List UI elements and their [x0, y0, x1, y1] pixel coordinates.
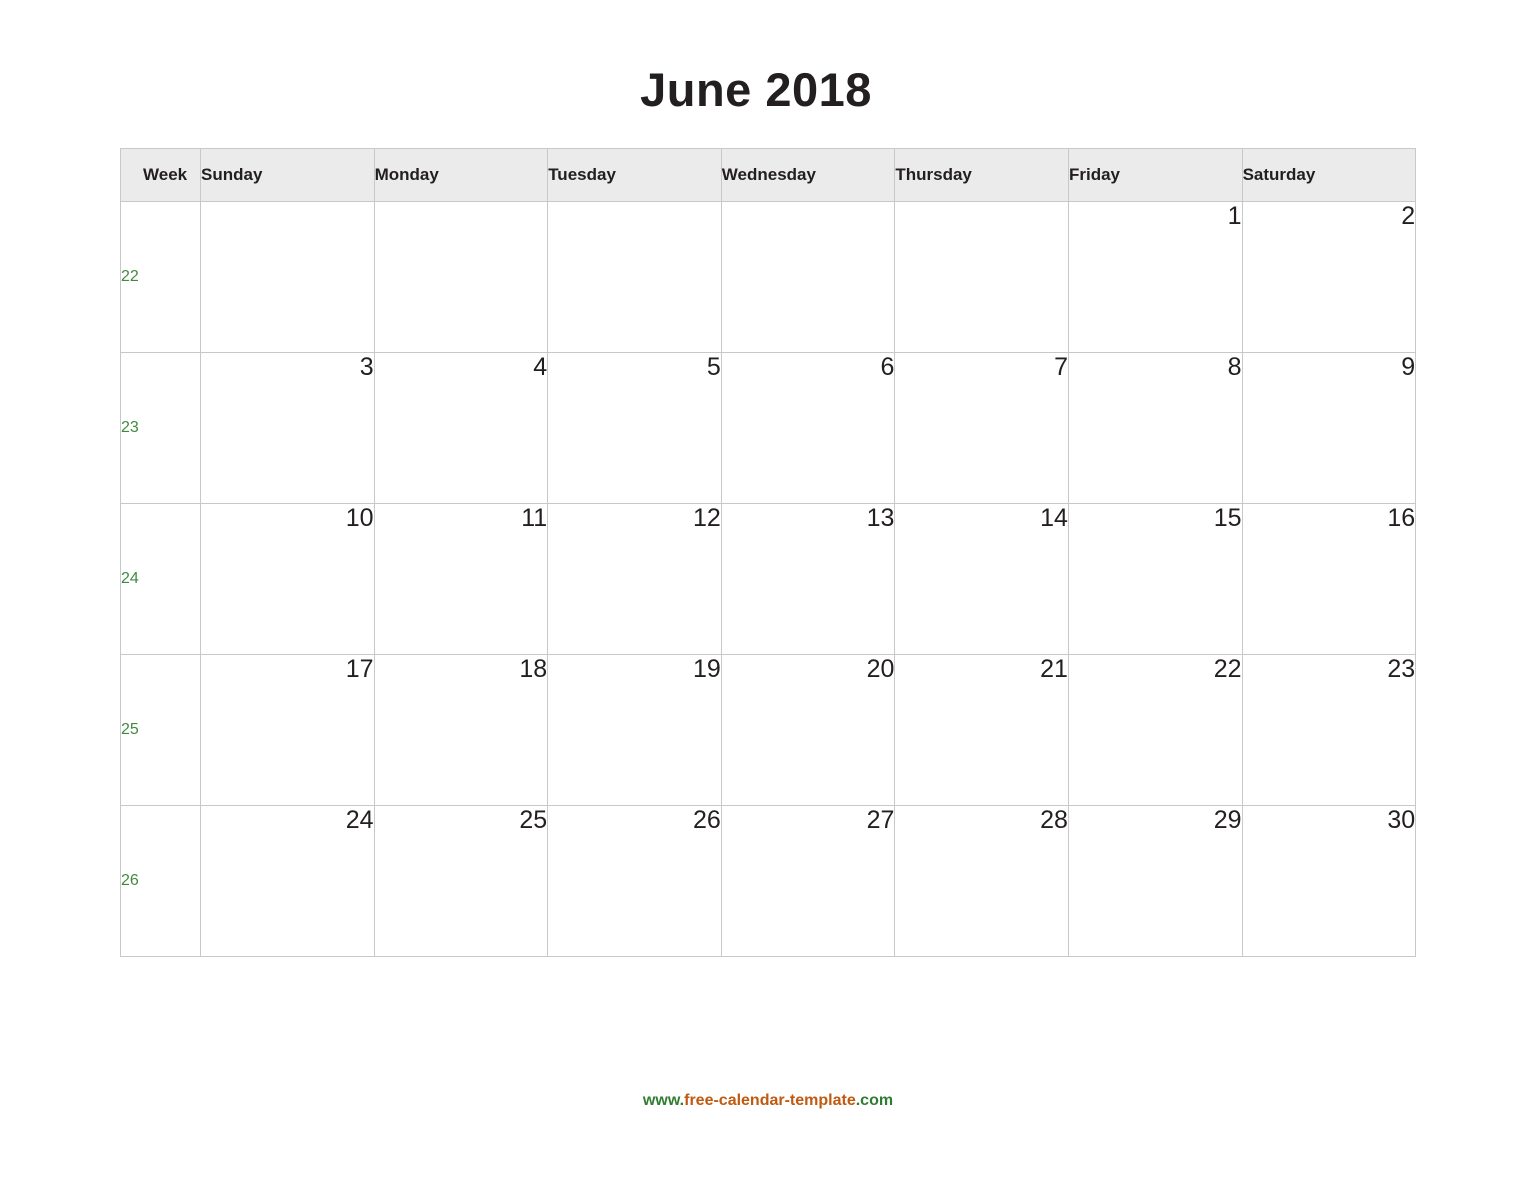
day-cell[interactable]: 10 [201, 504, 375, 655]
day-cell[interactable]: 5 [548, 353, 722, 504]
day-cell[interactable]: 13 [721, 504, 895, 655]
day-cell[interactable]: 7 [895, 353, 1069, 504]
footer-tld: .com [855, 1092, 894, 1109]
calendar-header-row [121, 149, 1416, 202]
day-cell[interactable] [548, 202, 722, 353]
calendar-table [120, 148, 1416, 957]
column-header-thursday: Thursday [895, 149, 1069, 202]
week-number: 26 [121, 806, 201, 957]
column-header-saturday: Saturday [1242, 149, 1416, 202]
day-cell[interactable]: 24 [201, 806, 375, 957]
day-cell[interactable] [721, 202, 895, 353]
column-header-week: Week [121, 149, 201, 202]
day-cell[interactable]: 8 [1068, 353, 1242, 504]
column-header-friday: Friday [1068, 149, 1242, 202]
day-cell[interactable]: 27 [721, 806, 895, 957]
day-cell[interactable]: 9 [1242, 353, 1416, 504]
column-header-sunday: Sunday [201, 149, 375, 202]
week-number: 25 [121, 655, 201, 806]
page-title: June 2018 [640, 63, 872, 116]
day-cell[interactable]: 4 [374, 353, 548, 504]
day-cell[interactable]: 19 [548, 655, 722, 806]
column-header-monday: Monday [374, 149, 548, 202]
day-cell[interactable]: 20 [721, 655, 895, 806]
day-cell[interactable]: 15 [1068, 504, 1242, 655]
day-cell[interactable]: 16 [1242, 504, 1416, 655]
day-cell[interactable]: 22 [1068, 655, 1242, 806]
day-cell[interactable]: 14 [895, 504, 1069, 655]
footer-domain: free-calendar-template [684, 1092, 856, 1109]
footer-website-link[interactable] [0, 1092, 1536, 1110]
calendar-week-row [121, 202, 1416, 353]
day-cell[interactable]: 23 [1242, 655, 1416, 806]
day-cell[interactable]: 29 [1068, 806, 1242, 957]
day-cell[interactable]: 3 [201, 353, 375, 504]
day-cell[interactable] [201, 202, 375, 353]
day-cell[interactable]: 30 [1242, 806, 1416, 957]
day-cell[interactable]: 26 [548, 806, 722, 957]
calendar-week-row [121, 353, 1416, 504]
column-header-tuesday: Tuesday [548, 149, 722, 202]
day-cell[interactable]: 12 [548, 504, 722, 655]
day-cell[interactable]: 2 [1242, 202, 1416, 353]
calendar-week-row [121, 655, 1416, 806]
week-number: 24 [121, 504, 201, 655]
day-cell[interactable] [374, 202, 548, 353]
day-cell[interactable]: 21 [895, 655, 1069, 806]
day-cell[interactable]: 18 [374, 655, 548, 806]
day-cell[interactable]: 6 [721, 353, 895, 504]
week-number: 23 [121, 353, 201, 504]
day-cell[interactable]: 28 [895, 806, 1069, 957]
week-number: 22 [121, 202, 201, 353]
day-cell[interactable] [895, 202, 1069, 353]
footer-prefix: www. [642, 1092, 685, 1109]
day-cell[interactable]: 1 [1068, 202, 1242, 353]
day-cell[interactable]: 11 [374, 504, 548, 655]
calendar-week-row [121, 504, 1416, 655]
calendar-week-row [121, 806, 1416, 957]
column-header-wednesday: Wednesday [721, 149, 895, 202]
day-cell[interactable]: 17 [201, 655, 375, 806]
day-cell[interactable]: 25 [374, 806, 548, 957]
